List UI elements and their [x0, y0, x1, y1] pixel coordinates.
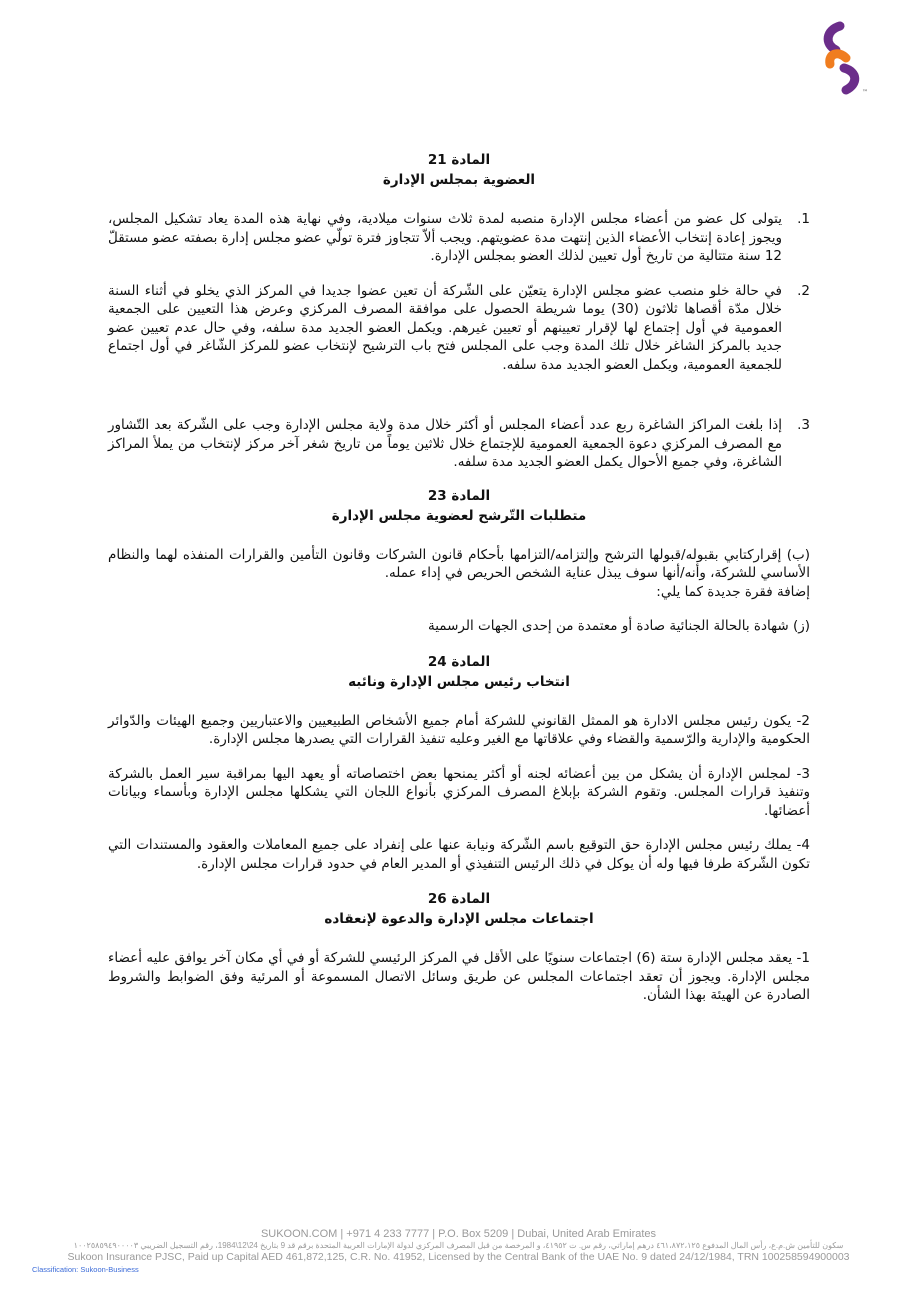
article-23-paragraph-b: (ب) إقراركتابي بقبوله/قبولها الترشح وإلتزامه/التزامها بأحكام قانون الشركات وقانون التأمين والقرارات المنفذه لهما والنظام الأساسي للشركة، وأنه/أنها سوف يبذل عناية الشخص الحريص في إداء عمله. [108, 546, 810, 581]
footer-english-legal-line: Sukoon Insurance PJSC, Paid up Capital AED 461,872,125, C.R. No. 41952, Licensed by the Central Bank of the UAE No. 9 dated 24/12/1984, TRN 100258594900003 [67, 1251, 850, 1263]
article-26-heading [108, 889, 810, 929]
article-title: اجتماعات مجلس الإدارة والدعوة لإنعقاده [324, 911, 594, 927]
item-number: 3. [797, 417, 810, 433]
article-number: المادة 21 [427, 152, 491, 168]
item-number: 2. [797, 282, 810, 299]
document-body [108, 150, 810, 1005]
article-24-paragraph-4: 4- يملك رئيس مجلس الإدارة حق التوقيع باسم الشّركة ونيابة عنها على إنفراد على جميع المعاملات والعقود والمستندات التي تكون الشّركة طرفا فيها وله أن يوكل في ذلك الرئيس التنفيذي أو المدير العام في حدود قرارات مجلس الإدارة. [108, 837, 810, 872]
article-24-heading [108, 652, 810, 692]
footer-contact-line: SUKOON.COM | +971 4 233 7777 | P.O. Box 5209 | Dubai, United Arab Emirates [260, 1228, 657, 1240]
article-26-paragraph-1: 1- يعقد مجلس الإدارة ستة (6) اجتماعات سنويًا على الأقل في المركز الرئيسي للشركة أو في أي مكان آخر يوافق عليه أعضاء مجلس الإدارة. ويجوز أن تعقد اجتماعات المجلس عن طريق وسائل الاتصال المسموعة أو المرئية وفق الضوابط والشروط الصادرة عن الهيئة بهذا الشأن. [108, 950, 810, 1003]
article-title: انتخاب رئيس مجلس الإدارة ونائبه [348, 673, 570, 690]
article-24-paragraph-2: 2- يكون رئيس مجلس الادارة هو الممثل القانوني للشركة أمام جميع الأشخاص الطبيعيين والاعتباريين وجميع الهيئات والدّوائر الحكومية والإدارية والرّسمية والقضاء وفي علاقاتها مع الغير وعليه تنفيذ القرارات التي يصدرها مجلس الإدارة. [108, 712, 810, 747]
article-number: المادة 24 [427, 653, 491, 670]
article-21-item-1 [108, 210, 810, 266]
article-21-item-3 [108, 416, 810, 472]
article-number: المادة 23 [427, 487, 491, 504]
trademark-symbol: ™ [862, 89, 868, 96]
sukoon-logo-icon [818, 20, 870, 98]
item-text: يتولى كل عضو من أعضاء مجلس الإدارة منصبه لمدة ثلاث سنوات ميلادية، وفي نهاية هذه المدة يعاد تشكيل المجلس، ويجوز إعادة إنتخاب الأعضاء الذين إنتهت مدة عضويتهم. ويجب ألاّ تتجاوز فترة تولّي عضو مجلس إدارة بصفته عضو مستقلّ 12 سنة متتالية من تاريخ أول تعيين لذلك العضو بمجلس الإدارة. [108, 211, 782, 264]
item-number: 1. [797, 211, 810, 227]
article-title: العضوية بمجلس الإدارة [382, 172, 536, 188]
page-footer [0, 1228, 917, 1264]
classification-label: Classification: Sukoon-Business [32, 1265, 139, 1274]
article-23-heading [108, 486, 810, 526]
item-text: في حالة خلو منصب عضو مجلس الإدارة يتعيّن على الشّركة أن تعين عضوا جديدا في المركز الذي يخلو في أثناء السنة خلال مدّة أقصاها ثلاثون (30) يوما شريطة الحصول على موافقة المصرف المركزي وعرض هذا التعيين على الجمعية العمومية في أول إجتماع لها لإقرار تعيينهم أو تعيين غيرهم. ويكمل العضو الجديد مدة سلفه، وفي حال عدم تعيين عضو جديد بالمركز الشاغر خلال تلك المدة وجب على المجلس فتح باب الترشيح لإنتخاب عضو للمركز الشّاغر في أول اجتماع للجمعية العمومية، ويكمل العضو الجديد مدة سلفه. [108, 282, 783, 373]
article-21-item-2 [108, 282, 810, 375]
footer-arabic-legal-line: سكون للتأمين ش.م.ع، رأس المال المدفوع ٤٦١،٨٧٢،١٢٥ درهم إماراتي، رقم س. ت ٤١٩٥٢، و المرخصة من قبل المصرف المركزي لدولة الإمارات العربية المتحدة برقم قد 9 بتاريخ 24\12\1984، رقم التسجيل الضريبي ١٠٠٢٥٨٥٩٤٩٠٠٠٠٣ [73, 1241, 844, 1250]
article-title: متطلبات التّرشح لعضوية مجلس الإدارة [331, 507, 587, 524]
article-number: المادة 26 [427, 891, 491, 907]
article-23-note: إضافة فقرة جديدة كما يلي: [656, 583, 810, 600]
item-text: إذا بلغت المراكز الشاغرة ربع عدد أعضاء المجلس أو أكثر خلال مدة ولاية مجلس الإدارة وجب على الشّركة بعد التّشاور مع المصرف المركزي دعوة الجمعية العمومية للإجتماع خلال ثلاثين يوماً من تاريخ شغر آخر مركز لإنتخاب من يملأ المراكز الشاغرة، وفي جميع الأحوال يكمل العضو الجديد مدة سلفه. [108, 417, 782, 470]
sukoon-logo [818, 20, 870, 98]
article-24-paragraph-3: 3- لمجلس الإدارة أن يشكل من بين أعضائه لجنه أو أكثر يمنحها بعض اختصاصاته أو يعهد اليها بمراقبة سير العمل بالشركة وتنفيذ قرارات المجلس. وتقوم الشركة بإبلاغ المصرف المركزي بأنواع اللجان التي يشكلها مجلس الإدارة وبأسماء وبيانات أعضائها. [108, 765, 810, 819]
article-21-heading [108, 150, 810, 190]
article-23-paragraph-z: (ز) شهادة بالحالة الجنائية صادة أو معتمدة من إحدى الجهات الرسمية [427, 618, 810, 634]
